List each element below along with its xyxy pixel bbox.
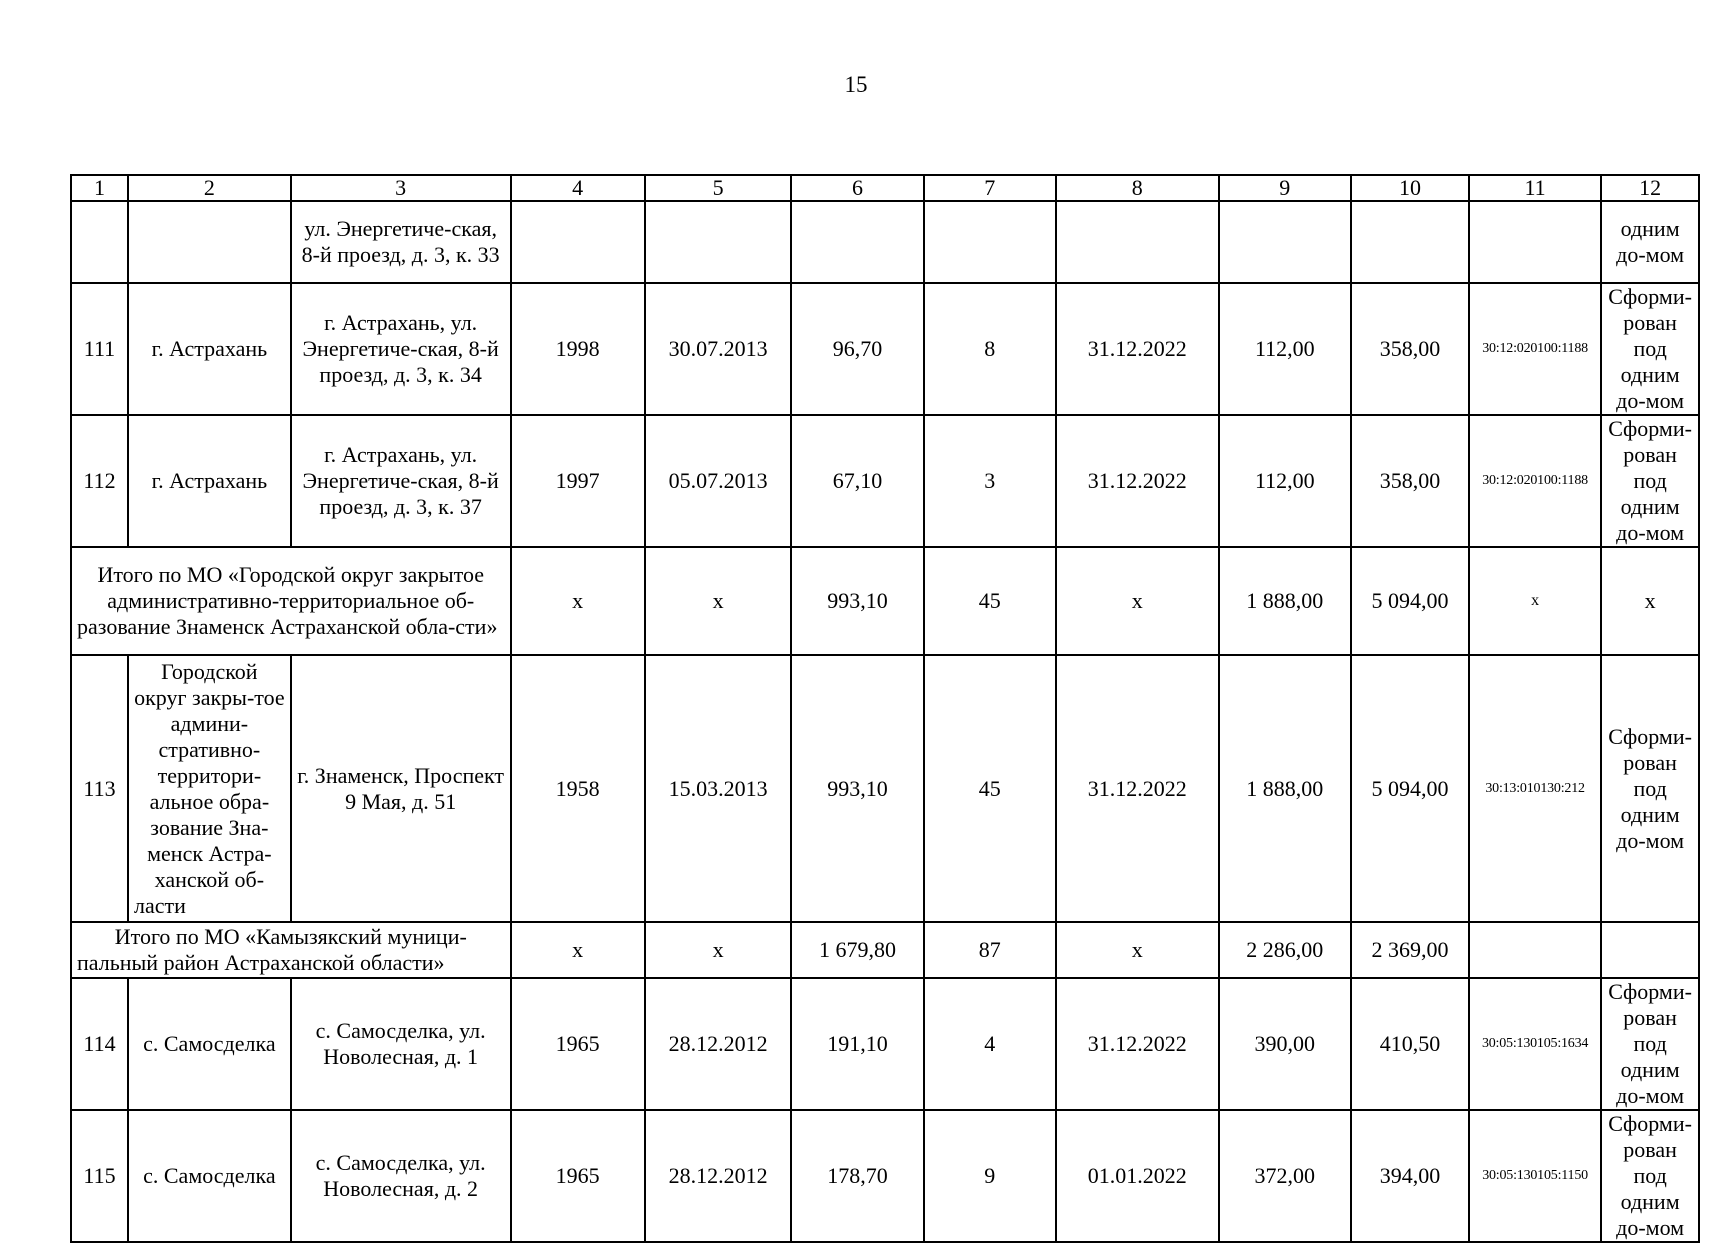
address-cell: г. Астрахань, ул. Энергетиче-ская, 8-й проезд, д. 3, к. 34 bbox=[291, 283, 511, 415]
column-number: 9 bbox=[1219, 175, 1351, 201]
locality-cell: Городской округ закры-тое админи-стративно-территори-альное обра-зование Зна-менск Астра-ханской об-ласти bbox=[128, 655, 291, 922]
row-number: 112 bbox=[71, 415, 128, 547]
table-row bbox=[71, 201, 1699, 283]
count-cell: 8 bbox=[924, 283, 1056, 415]
date-cell: 28.12.2012 bbox=[645, 978, 792, 1110]
year-cell: 1998 bbox=[511, 283, 645, 415]
date-cell: 28.12.2012 bbox=[645, 1110, 792, 1242]
cadastral-number-cell: 30:05:130105:1634 bbox=[1469, 978, 1601, 1110]
count-cell: 9 bbox=[924, 1110, 1056, 1242]
total-label: Итого по МО «Камызякский муници-пальный район Астраханской области» bbox=[71, 922, 511, 978]
housing-registry-table bbox=[70, 174, 1700, 1243]
area-cell: 993,10 bbox=[791, 655, 923, 922]
column-number: 8 bbox=[1056, 175, 1219, 201]
total-cell: x bbox=[1469, 547, 1601, 655]
total-value-cell: 2 286,00 bbox=[1219, 922, 1351, 978]
value-cell: 1 888,00 bbox=[1219, 655, 1351, 922]
column-number: 12 bbox=[1601, 175, 1699, 201]
value-cell: 358,00 bbox=[1351, 283, 1469, 415]
value-cell: 410,50 bbox=[1351, 978, 1469, 1110]
year-cell: 1997 bbox=[511, 415, 645, 547]
cadastral-number-cell: 30:13:010130:212 bbox=[1469, 655, 1601, 922]
deadline-cell bbox=[1056, 201, 1219, 283]
address-cell: с. Самосделка, ул. Новолесная, д. 2 bbox=[291, 1110, 511, 1242]
cadastral-number-cell: 30:05:130105:1150 bbox=[1469, 1110, 1601, 1242]
page-number: 15 bbox=[844, 72, 868, 97]
total-area-cell: 993,10 bbox=[791, 547, 923, 655]
year-cell bbox=[511, 201, 645, 283]
locality-cell: с. Самосделка bbox=[128, 978, 291, 1110]
value-cell bbox=[1351, 201, 1469, 283]
year-cell: 1965 bbox=[511, 1110, 645, 1242]
address-cell: ул. Энергетиче-ская, 8-й проезд, д. 3, к. 33 bbox=[291, 201, 511, 283]
value-cell: 394,00 bbox=[1351, 1110, 1469, 1242]
total-cell: x bbox=[645, 922, 792, 978]
table-row bbox=[71, 655, 1699, 922]
total-cell: x bbox=[511, 922, 645, 978]
locality-cell: г. Астрахань bbox=[128, 283, 291, 415]
total-count-cell: 45 bbox=[924, 547, 1056, 655]
total-cell: x bbox=[1056, 922, 1219, 978]
table-row bbox=[71, 283, 1699, 415]
locality-cell: г. Астрахань bbox=[128, 415, 291, 547]
cadastral-number-cell: 30:12:020100:1188 bbox=[1469, 283, 1601, 415]
year-cell: 1958 bbox=[511, 655, 645, 922]
column-number-row bbox=[71, 175, 1699, 201]
date-cell bbox=[645, 201, 792, 283]
row-number: 111 bbox=[71, 283, 128, 415]
area-cell bbox=[791, 201, 923, 283]
column-number: 4 bbox=[511, 175, 645, 201]
note-cell: Сформи-рован под одним до-мом bbox=[1601, 283, 1699, 415]
total-row bbox=[71, 922, 1699, 978]
locality-cell bbox=[128, 201, 291, 283]
value-cell bbox=[1219, 201, 1351, 283]
note-cell: Сформи-рован под одним до-мом bbox=[1601, 415, 1699, 547]
deadline-cell: 31.12.2022 bbox=[1056, 283, 1219, 415]
deadline-cell: 01.01.2022 bbox=[1056, 1110, 1219, 1242]
value-cell: 358,00 bbox=[1351, 415, 1469, 547]
total-cell bbox=[1469, 922, 1601, 978]
column-number: 2 bbox=[128, 175, 291, 201]
table-row bbox=[71, 415, 1699, 547]
total-value-cell: 1 888,00 bbox=[1219, 547, 1351, 655]
date-cell: 30.07.2013 bbox=[645, 283, 792, 415]
column-number: 6 bbox=[791, 175, 923, 201]
row-number: 115 bbox=[71, 1110, 128, 1242]
date-cell: 05.07.2013 bbox=[645, 415, 792, 547]
note-cell: Сформи-рован под одним до-мом bbox=[1601, 1110, 1699, 1242]
column-number: 1 bbox=[71, 175, 128, 201]
total-cell: x bbox=[645, 547, 792, 655]
area-cell: 178,70 bbox=[791, 1110, 923, 1242]
count-cell: 45 bbox=[924, 655, 1056, 922]
note-cell: Сформи-рован под одним до-мом bbox=[1601, 655, 1699, 922]
row-number bbox=[71, 201, 128, 283]
address-cell: г. Знаменск, Проспект 9 Мая, д. 51 bbox=[291, 655, 511, 922]
total-count-cell: 87 bbox=[924, 922, 1056, 978]
count-cell: 4 bbox=[924, 978, 1056, 1110]
column-number: 11 bbox=[1469, 175, 1601, 201]
cadastral-number-cell: 30:12:020100:1188 bbox=[1469, 415, 1601, 547]
deadline-cell: 31.12.2022 bbox=[1056, 415, 1219, 547]
total-row bbox=[71, 547, 1699, 655]
deadline-cell: 31.12.2022 bbox=[1056, 978, 1219, 1110]
address-cell: с. Самосделка, ул. Новолесная, д. 1 bbox=[291, 978, 511, 1110]
total-cell bbox=[1601, 922, 1699, 978]
column-number: 5 bbox=[645, 175, 792, 201]
total-value-cell: 5 094,00 bbox=[1351, 547, 1469, 655]
total-value-cell: 2 369,00 bbox=[1351, 922, 1469, 978]
value-cell: 372,00 bbox=[1219, 1110, 1351, 1242]
column-number: 3 bbox=[291, 175, 511, 201]
count-cell bbox=[924, 201, 1056, 283]
row-number: 113 bbox=[71, 655, 128, 922]
area-cell: 96,70 bbox=[791, 283, 923, 415]
value-cell: 112,00 bbox=[1219, 283, 1351, 415]
value-cell: 390,00 bbox=[1219, 978, 1351, 1110]
row-number: 114 bbox=[71, 978, 128, 1110]
total-area-cell: 1 679,80 bbox=[791, 922, 923, 978]
address-cell: г. Астрахань, ул. Энергетиче-ская, 8-й проезд, д. 3, к. 37 bbox=[291, 415, 511, 547]
area-cell: 191,10 bbox=[791, 978, 923, 1110]
date-cell: 15.03.2013 bbox=[645, 655, 792, 922]
cadastral-number-cell bbox=[1469, 201, 1601, 283]
column-number: 10 bbox=[1351, 175, 1469, 201]
total-cell: x bbox=[1601, 547, 1699, 655]
table-row bbox=[71, 1110, 1699, 1242]
deadline-cell: 31.12.2022 bbox=[1056, 655, 1219, 922]
total-cell: x bbox=[1056, 547, 1219, 655]
note-cell: Сформи-рован под одним до-мом bbox=[1601, 978, 1699, 1110]
table-row bbox=[71, 978, 1699, 1110]
year-cell: 1965 bbox=[511, 978, 645, 1110]
total-label: Итого по МО «Городской округ закрытое административно-территориальное об-разование Знаменск Астраханской обла-сти» bbox=[71, 547, 511, 655]
count-cell: 3 bbox=[924, 415, 1056, 547]
area-cell: 67,10 bbox=[791, 415, 923, 547]
note-cell: одним до-мом bbox=[1601, 201, 1699, 283]
locality-cell: с. Самосделка bbox=[128, 1110, 291, 1242]
value-cell: 112,00 bbox=[1219, 415, 1351, 547]
column-number: 7 bbox=[924, 175, 1056, 201]
value-cell: 5 094,00 bbox=[1351, 655, 1469, 922]
total-cell: x bbox=[511, 547, 645, 655]
